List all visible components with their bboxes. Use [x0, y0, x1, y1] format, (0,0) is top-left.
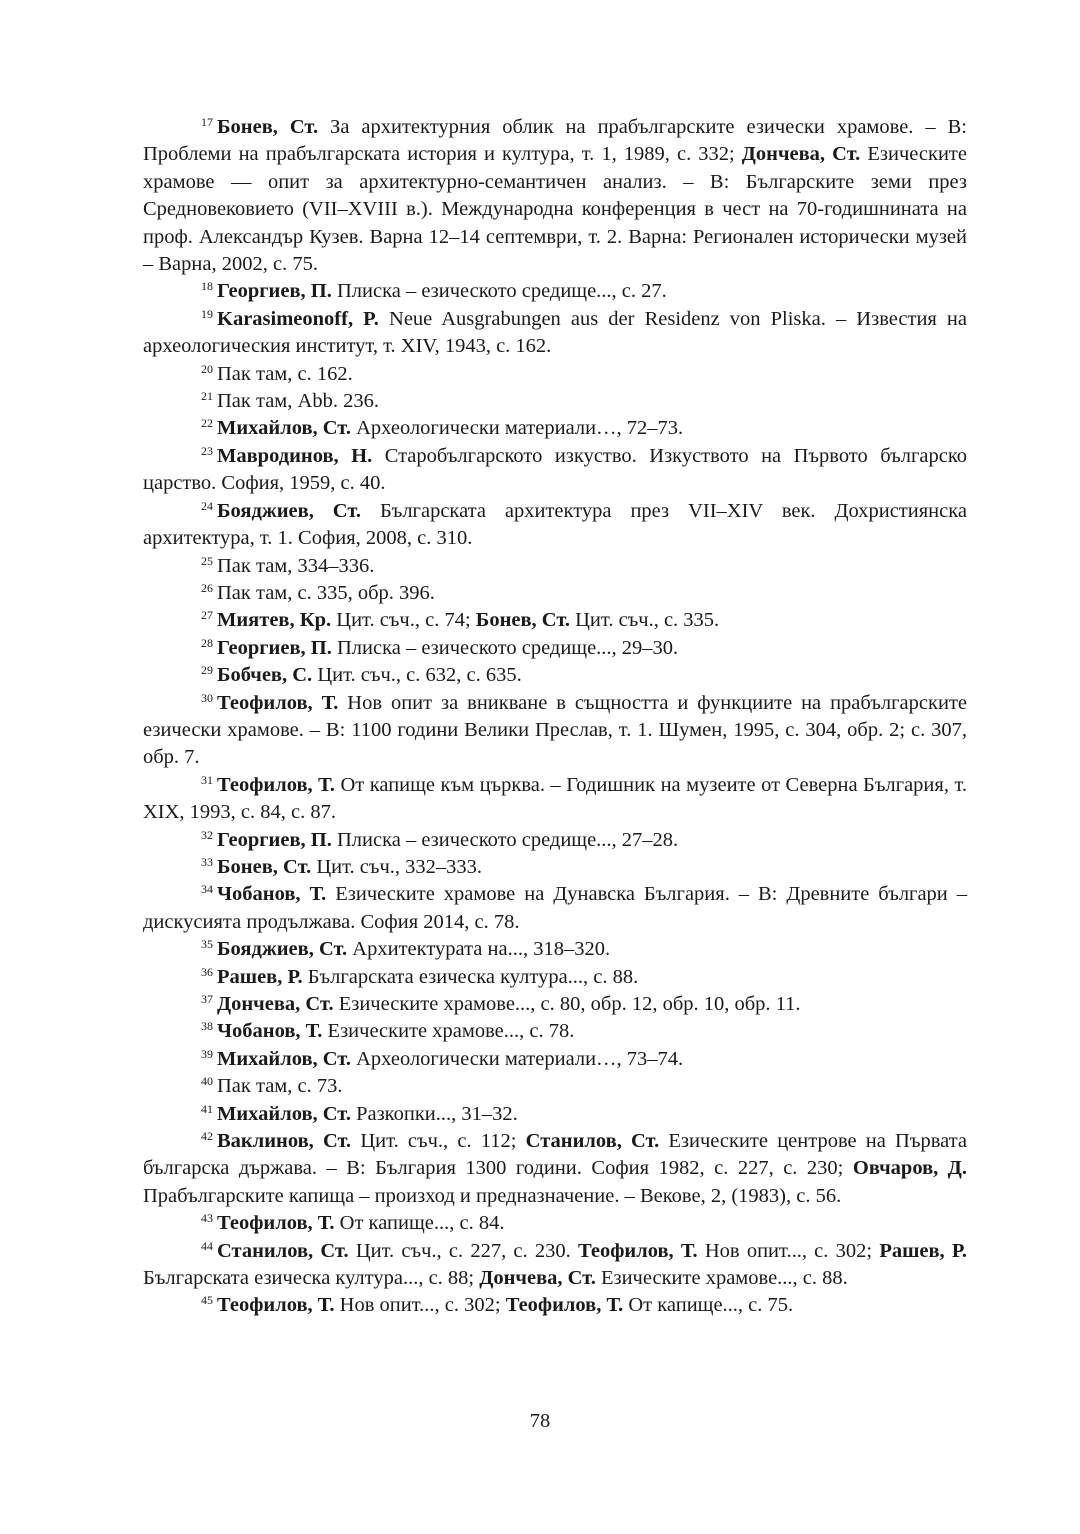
footnote-number: 18 [201, 279, 213, 294]
footnote-33 [143, 854, 967, 881]
citation-text: Нов опит..., с. 302; [334, 1294, 506, 1317]
footnote-number: 39 [201, 1046, 213, 1061]
citation-text: Пак там, 334–336. [217, 554, 375, 577]
author-name: Бояджиев, Ст. [217, 938, 348, 961]
footnote-41 [143, 1101, 967, 1128]
citation-text: Neue Ausgrabungen aus der Residenz von Pliska. – Известия на археологическия институт, т. XIV, 1943, с. 162. [143, 307, 967, 358]
citation-text: Езическите храмове..., с. 80, обр. 12, обр. 10, обр. 11. [333, 993, 801, 1015]
citation-text: Българската архитектура през VII–XIV век. Дохристиянска архитектура, т. 1. София, 2008, с. 310. [143, 499, 967, 550]
citation-text: Езическите храмове..., с. 88. [595, 1267, 848, 1290]
author-name: Бонев, Ст. [475, 609, 570, 632]
author-name: Ваклинов, Ст. [217, 1130, 352, 1153]
author-name: Миятев, Кр. [217, 609, 332, 632]
citation-text: Българската езическа култура..., с. 88; [143, 1267, 480, 1290]
author-name: Теофилов, Т. [217, 691, 339, 714]
citation-text: Езическите храмове — опит за архитектурно-семантичен анализ. – В: Българските земи през Средновековието (VII–XVIII в.). Международна конференция в чест на 70-годишнината на проф. Александър Кузев. Варна 12–14 септември, т. 2. Варна: Регионален исторически музей – Варна, 2002, с. 75. [143, 143, 967, 276]
footnote-number: 23 [201, 443, 213, 458]
citation-text: Разкопки..., 31–32. [350, 1102, 518, 1125]
citation-text: Цит. съч., с. 112; [351, 1130, 526, 1153]
footnote-19 [143, 306, 967, 361]
citation-text: Плиска – езическото средище..., 27–28. [331, 828, 679, 851]
author-name: Бобчев, С. [217, 664, 313, 687]
author-name: Рашев, Р. [879, 1239, 968, 1262]
author-name: Бонев, Ст. [217, 855, 312, 878]
footnote-34 [143, 881, 967, 936]
footnote-number: 29 [201, 663, 213, 678]
footnote-number: 34 [201, 882, 213, 897]
citation-text: Нов опит за вникване в същността и функциите на прабългарските езически храмове. – В: 1100 години Велики Преслав, т. 1. Шумен, 1995, с. 304, обр. 2; с. 307, обр. 7. [143, 691, 967, 769]
footnote-29 [143, 662, 967, 689]
citation-text: Цит. съч., с. 74; [331, 609, 476, 632]
footnote-number: 44 [201, 1238, 213, 1253]
footnote-number: 38 [201, 1019, 213, 1034]
author-name: Михайлов, Ст. [217, 1102, 351, 1125]
footnote-26 [143, 580, 967, 607]
footnote-27 [143, 607, 967, 634]
citation-text: Езическите центрове на Първата българска държава. – В: България 1300 години. София 1982, с. 227, с. 230; [143, 1130, 967, 1180]
author-name: Станилов, Ст. [217, 1239, 349, 1262]
author-name: Дончева, Ст. [479, 1267, 596, 1290]
author-name: Георгиев, П. [217, 636, 332, 659]
footnote-number: 40 [201, 1074, 213, 1089]
footnote-45 [143, 1292, 967, 1319]
footnote-24 [143, 498, 967, 553]
footnote-number: 25 [201, 553, 213, 568]
citation-text: Археологически материали…, 73–74. [350, 1047, 684, 1070]
author-name: Теофилов, Т. [217, 773, 335, 796]
footnote-39 [143, 1046, 967, 1073]
footnote-number: 26 [201, 580, 213, 595]
footnote-35 [143, 936, 967, 963]
author-name: Теофилов, Т. [505, 1294, 624, 1317]
footnote-number: 17 [201, 115, 213, 129]
citation-text: От капище..., с. 84. [334, 1212, 505, 1235]
footnote-number: 33 [201, 854, 213, 869]
footnote-17 [143, 114, 967, 278]
footnote-number: 20 [201, 361, 213, 376]
citation-text: Плиска – езическото средище..., с. 27. [331, 280, 667, 303]
citation-text: Цит. съч., с. 227, с. 230. [348, 1239, 578, 1262]
footnote-number: 21 [201, 389, 213, 404]
author-name: Теофилов, Т. [217, 1212, 335, 1235]
citation-text: За архитектурния облик на прабългарските езически храмове. – В: Проблеми на прабългарската история и култура, т. 1, 1989, с. 332; [143, 116, 967, 166]
citation-text: Езическите храмове..., с. 78. [322, 1020, 575, 1043]
footnote-number: 42 [201, 1129, 213, 1144]
author-name: Георгиев, П. [217, 280, 332, 303]
footnote-32 [143, 827, 967, 854]
footnote-number: 31 [201, 772, 213, 787]
citation-text: Пак там, с. 335, обр. 396. [217, 581, 435, 604]
author-name: Чобанов, Т. [217, 1020, 323, 1043]
author-name: Мавродинов, Н. [217, 444, 373, 467]
footnotes-block [143, 114, 967, 1320]
author-name: Рашев, Р. [217, 965, 303, 988]
footnote-number: 30 [201, 690, 213, 705]
citation-text: Нов опит..., с. 302; [697, 1239, 880, 1262]
citation-text: От капище..., с. 75. [623, 1294, 794, 1317]
author-name: Karasimeonoff, P. [217, 307, 379, 330]
footnote-number: 24 [201, 498, 213, 513]
footnote-38 [143, 1018, 967, 1045]
footnote-number: 27 [201, 608, 213, 623]
footnote-43 [143, 1210, 967, 1237]
footnote-number: 32 [201, 827, 213, 842]
footnote-40 [143, 1073, 967, 1100]
citation-text: Старобългарското изкуство. Изкуството на Първото българско царство. София, 1959, с. 40. [143, 444, 967, 495]
page-number: 78 [529, 1410, 551, 1432]
footnote-number: 45 [201, 1293, 213, 1308]
author-name: Бояджиев, Ст. [217, 499, 361, 522]
footnote-21 [143, 388, 967, 415]
citation-text: Пак там, с. 162. [217, 362, 353, 385]
footnote-42 [143, 1128, 967, 1210]
citation-text: Цит. съч., с. 335. [570, 609, 720, 632]
footnote-number: 43 [201, 1211, 213, 1226]
footnote-37 [143, 991, 967, 1018]
footnote-number: 35 [201, 937, 213, 952]
citation-text: Пак там, Abb. 236. [217, 390, 379, 413]
footnote-28 [143, 635, 967, 662]
citation-text: Цит. съч., с. 632, с. 635. [312, 664, 522, 687]
citation-text: Цит. съч., 332–333. [311, 855, 483, 878]
author-name: Георгиев, П. [217, 828, 332, 851]
author-name: Михайлов, Ст. [217, 1047, 351, 1070]
footnote-25 [143, 553, 967, 580]
citation-text: От капище към църква. – Годишник на музеите от Северна България, т. XIX, 1993, с. 84, с. 87. [143, 773, 967, 824]
author-name: Теофилов, Т. [577, 1239, 698, 1262]
footnote-number: 19 [201, 306, 213, 321]
citation-text: Прабългарските капища – произход и предназначение. – Векове, 2, (1983), с. 56. [143, 1184, 842, 1207]
author-name: Дончева, Ст. [741, 143, 861, 166]
citation-text: Плиска – езическото средище..., 29–30. [331, 636, 679, 659]
footnote-number: 37 [201, 992, 213, 1006]
author-name: Бонев, Ст. [217, 116, 319, 138]
footnote-30 [143, 690, 967, 772]
footnote-44 [143, 1238, 967, 1293]
citation-text: Архитектурата на..., 318–320. [347, 938, 611, 961]
citation-text: Пак там, с. 73. [217, 1075, 343, 1098]
footnote-22 [143, 415, 967, 442]
footnote-18 [143, 278, 967, 305]
footnote-number: 28 [201, 635, 213, 650]
author-name: Теофилов, Т. [217, 1294, 335, 1317]
footnote-number: 22 [201, 416, 213, 431]
author-name: Чобанов, Т. [217, 883, 327, 906]
citation-text: Археологически материали…, 72–73. [350, 417, 684, 440]
footnote-number: 36 [201, 964, 213, 979]
footnote-number: 41 [201, 1101, 213, 1116]
footnote-31 [143, 772, 967, 827]
footnote-36 [143, 964, 967, 991]
author-name: Михайлов, Ст. [217, 417, 351, 440]
footnote-23 [143, 443, 967, 498]
author-name: Дончева, Ст. [217, 993, 334, 1015]
footnote-20 [143, 361, 967, 388]
author-name: Станилов, Ст. [525, 1130, 660, 1153]
author-name: Овчаров, Д. [852, 1157, 967, 1180]
citation-text: Българската езическа култура..., с. 88. [302, 965, 639, 988]
citation-text: Езическите храмове на Дунавска България. – В: Древните българи – дискусията продължава. София 2014, с. 78. [143, 883, 967, 933]
